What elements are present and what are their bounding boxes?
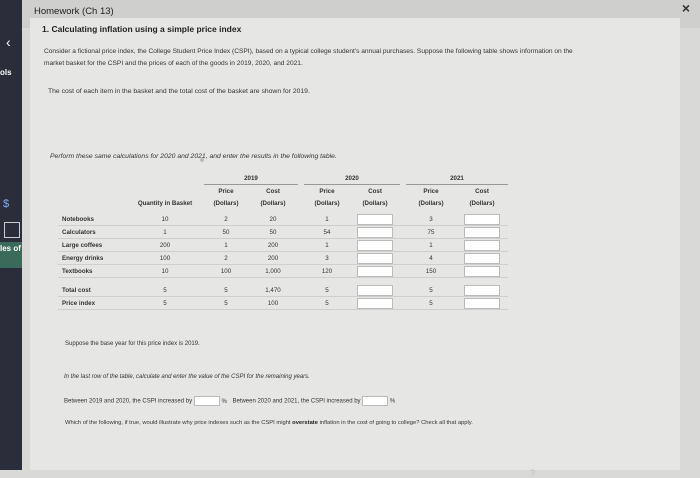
year-2021-header: 2021 [406,172,508,185]
unit-header-p2019: (Dollars) [213,199,239,207]
percent-unit: % [389,398,396,405]
cost-header-2020: Cost [368,187,382,195]
unit-header-c2020: (Dollars) [362,199,388,207]
price-2019-cell: 1 [204,239,248,252]
question-text-before: Which of the following, if true, would illustrate why price indexes such as the CSPI might [65,420,291,426]
price-index-2021-input[interactable] [464,298,500,309]
cost-2019-cell: 200 [248,252,298,265]
total-cost-label: Total cost [58,284,126,297]
cost-2021-input[interactable] [464,214,500,225]
total-cost-2020-input[interactable] [357,285,393,296]
price-2019-cell: 2 [204,213,248,226]
cost-2020-input[interactable] [357,227,393,238]
money-icon[interactable]: $ [3,198,10,210]
sidebar-tools-label[interactable]: ols [0,68,12,77]
cost-note: The cost of each item in the basket and the total cost of the basket are shown for 2019. [48,88,310,95]
index-p2020-cell: 5 [304,297,350,310]
increase-2020-2021-input[interactable] [362,396,388,406]
table-row [58,265,508,278]
overstate-question [65,418,585,429]
cost-2019-cell: 1,000 [248,265,298,278]
increase-row [64,396,395,406]
price-2021-cell: 1 [406,239,456,252]
unit-header-c2021: (Dollars) [469,199,495,207]
cost-2019-cell: 50 [248,226,298,239]
section-title: 1. Calculating inflation using a simple price index [42,24,242,34]
price-index-2020-input[interactable] [357,298,393,309]
table-row [58,239,508,252]
index-qty-cell: 5 [126,297,204,310]
left-sidebar [0,0,22,470]
chevron-left-icon[interactable]: ‹ [6,34,11,50]
cost-2021-input[interactable] [464,253,500,264]
price-header-2019: Price [218,187,234,195]
row-label: Energy drinks [58,252,126,265]
qty-cell: 100 [126,252,204,265]
price-2020-cell: 3 [304,252,350,265]
question-panel [30,18,680,478]
price-2019-cell: 50 [204,226,248,239]
row-label: Textbooks [58,265,126,278]
close-button[interactable]: × [681,0,691,16]
cost-2021-input[interactable] [464,266,500,277]
price-2019-cell: 2 [204,252,248,265]
table-row [58,252,508,265]
qty-cell: 10 [126,265,204,278]
qty-cell: 200 [126,239,204,252]
base-year-text: Suppose the base year for this price index is 2019. [65,341,200,347]
price-2019-cell: 100 [204,265,248,278]
question-bold-word: overstate [292,420,318,426]
cost-2020-input[interactable] [357,214,393,225]
price-index-label: Price index [58,297,126,310]
unit-header-c2019: (Dollars) [260,199,286,207]
price-2020-cell: 1 [304,239,350,252]
price-header-2021: Price [423,187,439,195]
price-index-row [58,297,508,310]
total-qty-cell: 5 [126,284,204,297]
total-cost-row [58,284,508,297]
price-2020-cell: 54 [304,226,350,239]
increase-label-2019-2020: Between 2019 and 2020, the CSPI increased by [64,398,193,405]
increase-2019-2020-input[interactable] [194,396,220,406]
cost-header-2019: Cost [266,187,280,195]
percent-unit: % [221,398,227,405]
quantity-header: Quantity in Basket [137,199,193,207]
price-2021-cell: 3 [406,213,456,226]
table-row [58,213,508,226]
help-icon[interactable]: ? [530,468,536,478]
row-label: Notebooks [58,213,126,226]
table-row [58,226,508,239]
index-p2021-cell: 5 [406,297,456,310]
last-row-instruction: In the last row of the table, calculate and enter the value of the CSPI for the remaining years. [64,374,310,380]
total-p2019-cell: 5 [204,284,248,297]
sidebar-files-label[interactable]: les of [0,242,22,268]
homework-title: Homework (Ch 13) [34,6,114,17]
price-2020-cell: 1 [304,213,350,226]
cost-header-2021: Cost [475,187,489,195]
instruction-text: Perform these same calculations for 2020 and 2021, and enter the results in the following table. [50,153,337,160]
chart-icon[interactable] [4,222,20,238]
year-2020-header: 2020 [304,172,400,185]
row-label: Large coffees [58,239,126,252]
total-cost-2021-input[interactable] [464,285,500,296]
cost-2021-input[interactable] [464,227,500,238]
question-text-after: inflation in the cost of going to college? Check all that apply. [319,420,473,426]
total-c2019-cell: 1,470 [248,284,298,297]
cost-2021-input[interactable] [464,240,500,251]
index-p2019-cell: 5 [204,297,248,310]
price-2021-cell: 4 [406,252,456,265]
cost-2019-cell: 20 [248,213,298,226]
row-label: Calculators [58,226,126,239]
price-header-2020: Price [319,187,335,195]
qty-cell: 1 [126,226,204,239]
cost-2019-cell: 200 [248,239,298,252]
year-2019-header: 2019 [204,172,298,185]
unit-header-p2020: (Dollars) [314,199,340,207]
cost-2020-input[interactable] [357,240,393,251]
price-2020-cell: 120 [304,265,350,278]
cspi-table [58,172,508,310]
cost-2020-input[interactable] [357,253,393,264]
index-c2019-cell: 100 [248,297,298,310]
price-2021-cell: 150 [406,265,456,278]
total-p2020-cell: 5 [304,284,350,297]
cost-2020-input[interactable] [357,266,393,277]
increase-label-2020-2021: Between 2020 and 2021, the CSPI increased by [232,398,361,405]
intro-paragraph: Consider a fictional price index, the College Student Price Index (CSPI), based on a typical college student's annual purchases. Suppose the following table shows information on the market basket for the CSPI and the prices of each of the goods in 2019, 2020, and 2021. [44,48,573,67]
total-p2021-cell: 5 [406,284,456,297]
price-2021-cell: 75 [406,226,456,239]
qty-cell: 10 [126,213,204,226]
unit-header-p2021: (Dollars) [418,199,444,207]
